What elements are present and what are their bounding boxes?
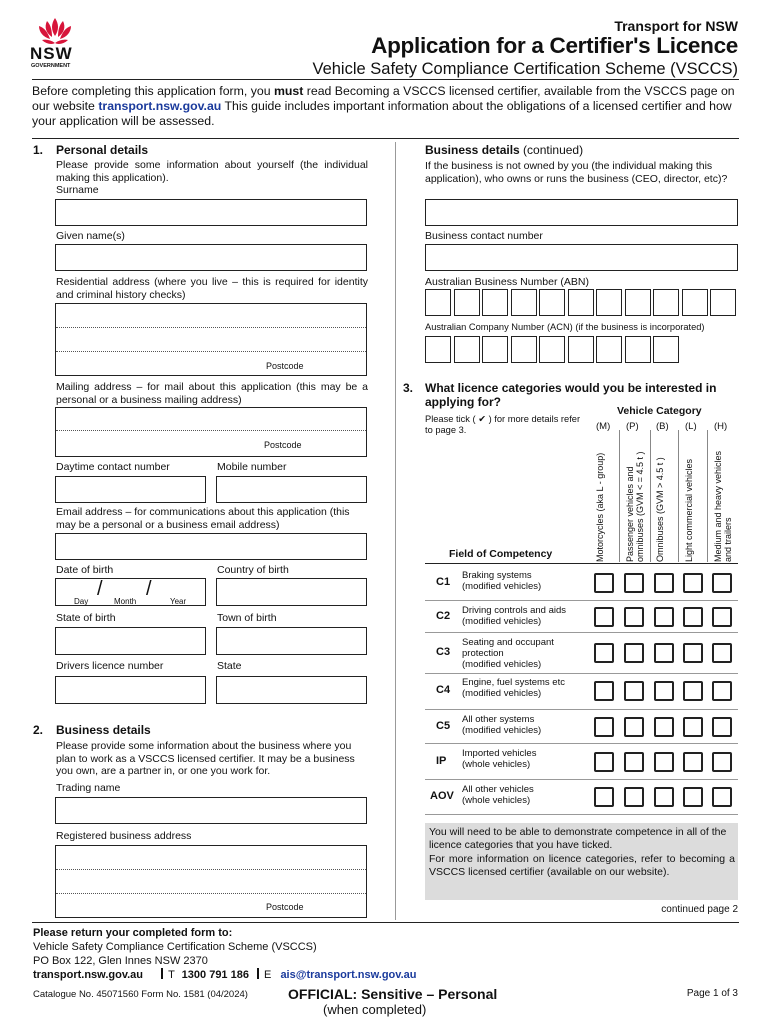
mobile-number-field[interactable] (216, 476, 367, 503)
footer-contact-line: transport.nsw.gov.au T 1300 791 186 E ais@transport.nsw.gov.au (33, 969, 417, 981)
acn-digit-box-7[interactable] (596, 336, 622, 363)
checkbox-aov-l[interactable] (683, 787, 703, 807)
checkbox-c1-m[interactable] (594, 573, 614, 593)
checkbox-c1-b[interactable] (654, 573, 674, 593)
competency-code: C5 (436, 719, 451, 732)
abn-label: Australian Business Number (ABN) (425, 276, 589, 288)
given-name-field[interactable] (55, 244, 367, 271)
category-letter-1: (M) (596, 421, 611, 432)
competency-description: All other systems (modified vehicles) (462, 714, 542, 736)
checkbox-c5-h[interactable] (712, 717, 732, 737)
competency-description: Braking systems (modified vehicles) (462, 570, 542, 592)
abn-digit-box-6[interactable] (568, 289, 594, 316)
abn-digit-box-5[interactable] (539, 289, 565, 316)
vehicle-category-heading: Vehicle Category (617, 405, 702, 417)
page-title: Application for a Certifier's Licence (371, 33, 738, 58)
abn-digit-box-3[interactable] (482, 289, 508, 316)
field-of-competency-heading: Field of Competency (449, 548, 553, 560)
business-contact-label: Business contact number (425, 230, 543, 242)
drivers-licence-field[interactable] (55, 676, 206, 704)
note-paragraph-2: For more information on licence categories, refer to becoming a VSCCS licensed certifier (available on our website). (429, 853, 735, 878)
category-letter-3: (B) (656, 421, 669, 432)
row-divider (425, 814, 738, 815)
agency-name: Transport for NSW (614, 18, 738, 34)
checkbox-ip-h[interactable] (712, 752, 732, 772)
country-of-birth-field[interactable] (216, 578, 367, 606)
category-label-3: Omnibuses (GVM > 4.5 t ) (655, 457, 665, 562)
acn-digit-box-8[interactable] (625, 336, 651, 363)
tick-instruction: Please tick ( ✔ ) for more details refer to page 3. (425, 414, 581, 435)
competency-description: All other vehicles (whole vehicles) (462, 784, 534, 806)
acn-digit-box-9[interactable] (653, 336, 679, 363)
residential-postcode-label: Postcode (266, 361, 304, 371)
acn-digit-box-3[interactable] (482, 336, 508, 363)
security-classification: OFFICIAL: Sensitive – Personal (288, 986, 498, 1002)
footer-phone: 1300 791 186 (181, 969, 249, 981)
cat-sep-1 (619, 430, 620, 562)
state-of-birth-field[interactable] (55, 627, 206, 655)
mailing-postcode-label: Postcode (264, 440, 302, 450)
checkbox-c5-l[interactable] (683, 717, 703, 737)
mailing-address-label: Mailing address – for mail about this application (this may be a personal or a business mailing address) (56, 381, 368, 406)
checkbox-c2-b[interactable] (654, 607, 674, 627)
section2-title: Business details (56, 723, 151, 737)
checkbox-ip-b[interactable] (654, 752, 674, 772)
category-letter-4: (L) (685, 421, 697, 432)
acn-digit-box-5[interactable] (539, 336, 565, 363)
country-of-birth-label: Country of birth (217, 564, 289, 576)
state-of-birth-label: State of birth (56, 612, 116, 624)
surname-label: Surname (56, 184, 99, 196)
dob-year-label: Year (170, 597, 187, 606)
checkbox-c3-m[interactable] (594, 643, 614, 663)
category-label-4: Light commercial vehicles (684, 458, 694, 562)
footer-email-link[interactable]: ais@transport.nsw.gov.au (280, 969, 417, 981)
cat-sep-3 (678, 430, 679, 562)
abn-digit-box-7[interactable] (596, 289, 622, 316)
competency-description: Engine, fuel systems etc (modified vehicles) (462, 677, 565, 699)
footer-top-rule (32, 922, 739, 923)
catalogue-number: Catalogue No. 45071560 Form No. 1581 (04/2024) (33, 989, 248, 1000)
checkbox-c3-b[interactable] (654, 643, 674, 663)
acn-digit-box-4[interactable] (511, 336, 537, 363)
residential-line-2 (56, 351, 366, 352)
dob-slash-2: / (146, 578, 152, 600)
checkbox-c2-h[interactable] (712, 607, 732, 627)
row-divider (425, 709, 738, 710)
checkbox-c4-h[interactable] (712, 681, 732, 701)
dob-day-label: Day (74, 597, 89, 606)
surname-field[interactable] (55, 199, 367, 226)
checkbox-c4-p[interactable] (624, 681, 644, 701)
checkbox-c2-m[interactable] (594, 607, 614, 627)
town-of-birth-label: Town of birth (217, 612, 277, 624)
registered-address-label: Registered business address (56, 830, 192, 842)
registered-postcode-label: Postcode (266, 902, 304, 912)
section2-number: 2. (33, 723, 44, 737)
abn-digit-box-9[interactable] (653, 289, 679, 316)
residential-address-field[interactable] (55, 303, 367, 376)
trading-name-field[interactable] (55, 797, 367, 824)
separator (257, 968, 259, 979)
checkbox-aov-h[interactable] (712, 787, 732, 807)
mailing-address-field[interactable] (55, 407, 367, 457)
checkbox-ip-p[interactable] (624, 752, 644, 772)
nsw-logo-subtext: GOVERNMENT (31, 63, 71, 69)
competency-code: C1 (436, 576, 451, 588)
category-letter-5: (H) (714, 421, 728, 432)
dob-slash-1: / (97, 578, 103, 600)
date-of-birth-label: Date of birth (56, 564, 114, 576)
registered-line-2 (56, 893, 366, 894)
checkbox-c3-l[interactable] (683, 643, 703, 663)
cat-sep-4 (707, 430, 708, 562)
acn-digit-box-6[interactable] (568, 336, 594, 363)
business-owner-description: If the business is not owned by you (the individual making this application), who owns or runs the business (CEO, director, etc)? (425, 160, 728, 185)
dob-month-label: Month (114, 597, 137, 606)
mobile-number-label: Mobile number (217, 461, 287, 473)
note-paragraph-1: You will need to be able to demonstrate competence in all of the licence categories that you have ticked. (429, 826, 727, 851)
competency-description: Imported vehicles (whole vehicles) (462, 748, 537, 770)
section1-description: Please provide some information about yourself (the individual making this application). (56, 159, 368, 184)
trading-name-label: Trading name (56, 782, 121, 794)
security-classification-note: (when completed) (323, 1002, 427, 1017)
business-contact-field[interactable] (425, 244, 738, 271)
competency-description: Seating and occupant protection (modified vehicles) (462, 637, 554, 670)
competency-code: C3 (436, 646, 451, 658)
drivers-licence-label: Drivers licence number (56, 660, 164, 672)
intro-divider (32, 138, 739, 139)
cat-sep-2 (650, 430, 651, 562)
checkbox-c1-l[interactable] (683, 573, 703, 593)
section1-number: 1. (33, 143, 44, 157)
residential-line-1 (56, 327, 366, 328)
registered-line-1 (56, 869, 366, 870)
return-organisation: Vehicle Safety Compliance Certification Scheme (VSCCS) (33, 941, 317, 953)
email-address-label: Email address – for communications about this application (this may be a personal or a business email address) (56, 506, 350, 531)
category-label-1: Motorcycles (aka L - group) (595, 452, 605, 562)
mailing-line-1 (56, 430, 366, 431)
competency-code: AOV (430, 790, 454, 802)
section2-description: Please provide some information about the business where you plan to work as a VSCCS licensed certifier. It may be a business you own, are a partner in, or one you work for. (56, 740, 355, 777)
row-divider (425, 632, 738, 633)
column-divider (395, 142, 396, 920)
checkbox-c3-p[interactable] (624, 643, 644, 663)
checkbox-c4-b[interactable] (654, 681, 674, 701)
return-title: Please return your completed form to: (33, 927, 233, 939)
nsw-logo-text: NSW (30, 44, 73, 63)
competency-code: IP (436, 754, 447, 767)
checkbox-aov-p[interactable] (624, 787, 644, 807)
page-number: Page 1 of 3 (686, 988, 738, 999)
continued-page-label: continued page 2 (661, 904, 738, 915)
email-address-field[interactable] (55, 533, 367, 560)
checkbox-c4-l[interactable] (683, 681, 703, 701)
given-name-label: Given name(s) (56, 230, 125, 242)
acn-label: Australian Company Number (ACN) (if the business is incorporated) (425, 322, 705, 332)
checkbox-c5-b[interactable] (654, 717, 674, 737)
competency-code: C2 (436, 609, 451, 622)
website-link[interactable]: transport.nsw.gov.au (98, 99, 222, 113)
row-divider (425, 673, 738, 674)
abn-digit-box-11[interactable] (710, 289, 736, 316)
acn-digit-box-2[interactable] (454, 336, 480, 363)
town-of-birth-field[interactable] (216, 627, 367, 655)
checkbox-c1-h[interactable] (712, 573, 732, 593)
category-letter-2: (P) (626, 421, 639, 432)
checkbox-c4-m[interactable] (594, 681, 614, 701)
row-divider (425, 600, 738, 601)
row-divider (425, 743, 738, 744)
footer-website-link[interactable]: transport.nsw.gov.au (33, 969, 144, 981)
competency-description: Driving controls and aids (modified vehicles) (462, 605, 567, 627)
category-label-2: Passenger vehicles and omnibuses (GVM < = 4.5 t ) (625, 451, 645, 562)
return-address: PO Box 122, Glen Innes NSW 2370 (33, 955, 208, 967)
checkbox-aov-m[interactable] (594, 787, 614, 807)
abn-digit-box-10[interactable] (682, 289, 708, 316)
acn-digit-box-1[interactable] (425, 336, 451, 363)
row-divider (425, 779, 738, 780)
checkbox-c5-m[interactable] (594, 717, 614, 737)
checkbox-c3-h[interactable] (712, 643, 732, 663)
competency-table-top-rule (425, 563, 738, 564)
abn-digit-box-2[interactable] (454, 289, 480, 316)
daytime-contact-label: Daytime contact number (56, 461, 170, 473)
abn-digit-box-4[interactable] (511, 289, 537, 316)
section3-title: What licence categories would you be interested in applying for? (425, 381, 717, 409)
abn-digit-box-1[interactable] (425, 289, 451, 316)
section1-title: Personal details (56, 143, 149, 157)
business-owner-field[interactable] (425, 199, 738, 226)
checkbox-c2-l[interactable] (683, 607, 703, 627)
checkbox-c5-p[interactable] (624, 717, 644, 737)
daytime-contact-field[interactable] (55, 476, 206, 503)
section3-number: 3. (403, 381, 414, 395)
separator (161, 968, 163, 979)
checkbox-ip-m[interactable] (594, 752, 614, 772)
checkbox-aov-b[interactable] (654, 787, 674, 807)
checkbox-c2-p[interactable] (624, 607, 644, 627)
abn-digit-box-8[interactable] (625, 289, 651, 316)
competency-code: C4 (436, 684, 451, 696)
header-divider (32, 79, 739, 80)
business-continued-heading: Business details (continued) (425, 143, 584, 157)
checkbox-ip-l[interactable] (683, 752, 703, 772)
registered-address-field[interactable] (55, 845, 367, 918)
residential-address-label: Residential address (where you live – this is required for identity and criminal history checks) (56, 276, 368, 301)
category-label-5: Medium and heavy vehicles and trailers (713, 450, 733, 562)
page-subtitle: Vehicle Safety Compliance Certification Scheme (VSCCS) (312, 60, 738, 78)
intro-paragraph: Before completing this application form, you must read Becoming a VSCCS licensed certifier, available from the VSCCS page on our website transport.nsw.gov.au This guide includes important information about the obligations of a licensed certifier and how your application will be assessed. (32, 84, 735, 128)
state-label: State (217, 660, 242, 672)
state-field[interactable] (216, 676, 367, 704)
checkbox-c1-p[interactable] (624, 573, 644, 593)
